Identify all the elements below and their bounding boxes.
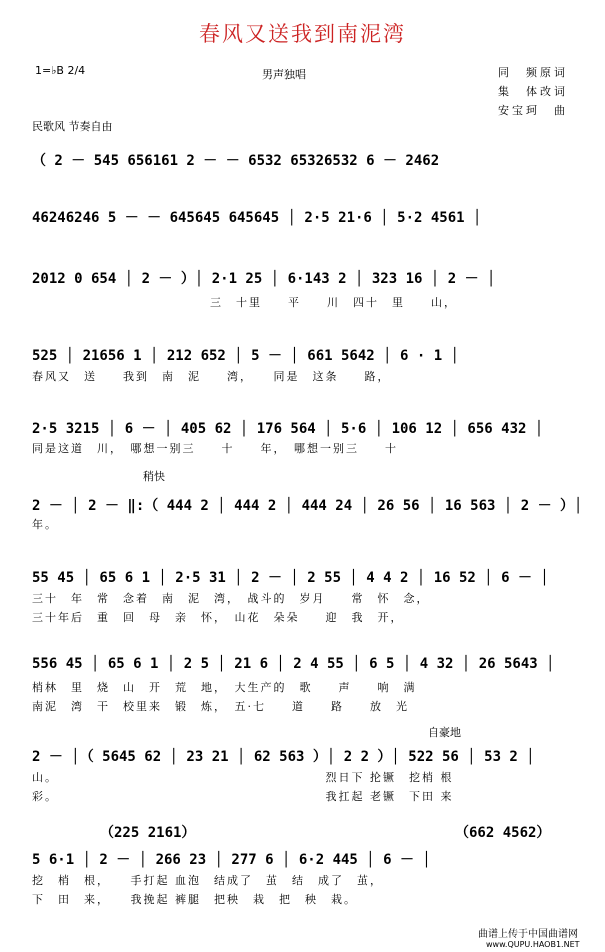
footer-url: www.QUPU.HAOB1.NET [486,940,580,949]
lyric-row-4: 春风又 送 我到 南 泥 湾， 同是 这条 路， [32,370,391,383]
score-row-8: 556 45 │ 65 6 1 │ 2 5 │ 21 6 │ 2 4 55 │ 6 5 │ 4 32 │ 26 5643 │ [32,656,555,672]
footer-watermark: 曲谱上传于中国曲谱网 [478,929,578,940]
score-row-3: 2012 0 654 │ 2 － ）│ 2·1 25 │ 6·143 2 │ 323 16 │ 2 － │ [32,271,496,287]
score-row-2: 46246246 5 － － 645645 645645 │ 2·5 21·6 │ 5·2 4561 │ [32,210,482,226]
credit-adapter: 集 体改词 [498,85,568,98]
credit-lyricist: 同 频原词 [498,66,568,79]
bracket-notes-left: （225 2161） [100,825,196,841]
score-row-9: 2 － │（ 5645 62 │ 23 21 │ 62 563 ）│ 2 2 ）│ 522 56 │ 53 2 │ [32,749,535,765]
lyric-row-5: 同是这道 川， 哪想一别三 十 年， 哪想一别三 十 [32,442,398,455]
expression-mark-proud: 自豪地 [428,726,461,739]
lyric-row-7b: 三十年后 重 回 母 亲 怀， 山花 朵朵 迎 我 开， [32,611,404,624]
score-row-5: 2·5 3215 │ 6 － │ 405 62 │ 176 564 │ 5·6 │ 106 12 │ 656 432 │ [32,421,544,437]
lyric-row-9b: 彩。 我扛起 老镢 下田 来 [32,790,454,803]
bracket-notes-right: （662 4562） [455,825,551,841]
score-row-6: 2 － │ 2 － ‖:（ 444 2 │ 444 2 │ 444 24 │ 26 56 │ 16 563 │ 2 － ）│ [32,498,583,514]
lyric-row-6: 年。 [32,518,58,531]
key-signature: 1=♭B 2/4 [35,64,86,77]
score-row-1: （ 2 － 545 656161 2 － － 6532 65326532 6 － 2462 [32,153,440,169]
score-row-7: 55 45 │ 65 6 1 │ 2·5 31 │ 2 － │ 2 55 │ 4 4 2 │ 16 52 │ 6 － │ [32,570,549,586]
credit-composer: 安宝珂 曲 [498,104,568,117]
score-row-4: 525 │ 21656 1 │ 212 652 │ 5 － │ 661 5642 │ 6 · 1 │ [32,348,460,364]
lyric-row-3: 三 十里 平 川 四十 里 山， [210,296,457,309]
lyric-row-7a: 三十 年 常 念着 南 泥 湾， 战斗的 岁月 常 怀 念， [32,592,430,605]
lyric-row-10b: 下 田 来， 我挽起 裤腿 把秧 栽 把 秧 栽。 [32,893,357,906]
tempo-marking: 民歌风 节奏自由 [32,120,113,133]
page-title: 春风又送我到南泥湾 [199,22,406,46]
lyric-row-10a: 挖 梢 根， 手打起 血泡 结成了 茧 结 成了 茧， [32,874,383,887]
performer: 男声独唱 [262,68,306,81]
lyric-row-8a: 梢林 里 烧 山 开 荒 地， 大生产的 歌 声 响 满 [32,681,417,694]
lyric-row-9a: 山。 烈日下 抡镢 挖梢 根 [32,771,454,784]
tempo-mark-faster: 稍快 [143,470,165,483]
lyric-row-8b: 南泥 湾 干 校里来 锻 炼， 五·七 道 路 放 光 [32,700,409,713]
score-row-10: 5 6·1 │ 2 － │ 266 23 │ 277 6 │ 6·2 445 │ 6 － │ [32,852,431,868]
